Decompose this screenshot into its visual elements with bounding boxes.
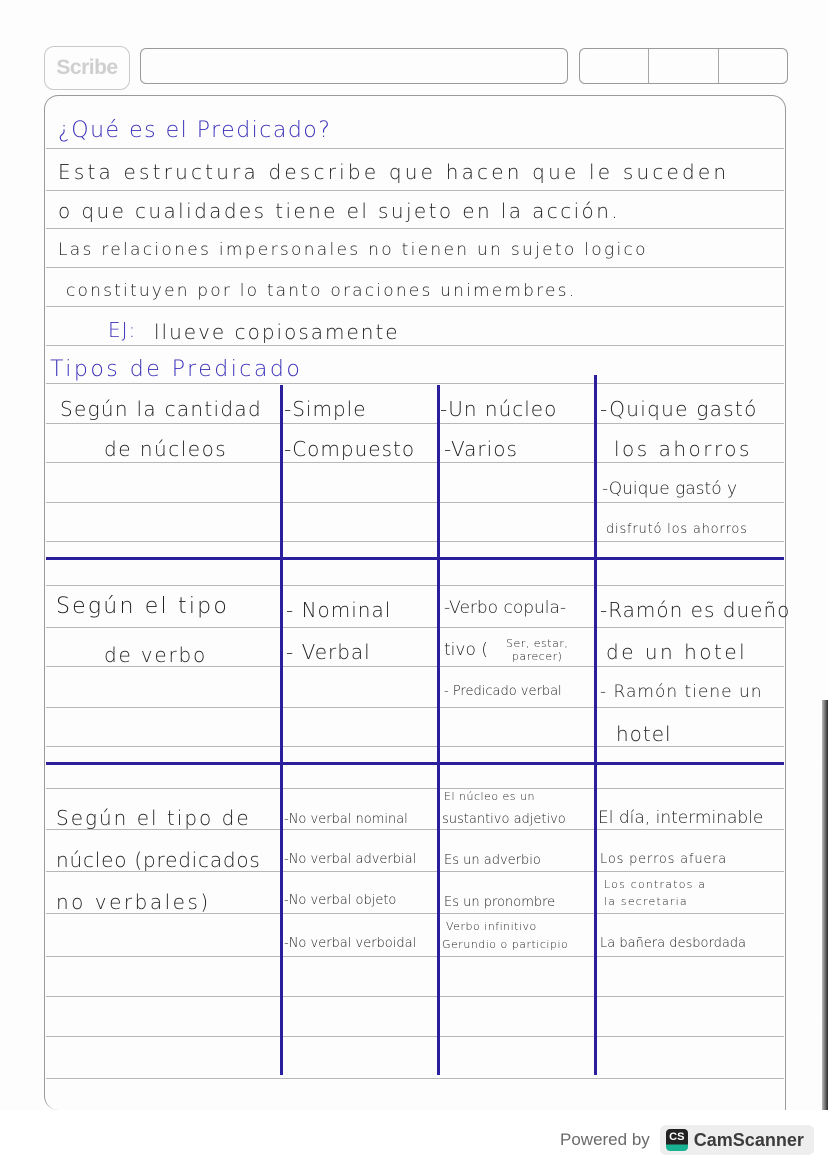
paragraph-line: constituyen por lo tanto oraciones unimembres. (66, 281, 577, 301)
scribe-logo (44, 46, 130, 90)
paragraph-line: Esta estructura describe que hacen que le suceden (58, 160, 730, 184)
paragraph-line: Las relaciones impersonales no tienen un sujeto logico (58, 240, 648, 260)
description-cell: parecer) (512, 650, 563, 663)
example-text: llueve copiosamente (154, 320, 400, 344)
example-cell: Los contratos a (604, 878, 707, 891)
description-cell: -Varios (444, 437, 518, 461)
example-cell: Los perros afuera (600, 852, 728, 867)
date-day-cell (580, 49, 649, 83)
example-cell: El día, interminable (598, 808, 764, 828)
type-cell: -No verbal nominal (284, 812, 408, 827)
camscanner-brand-name: CamScanner (693, 1129, 804, 1150)
powered-by-label: Powered by (560, 1130, 650, 1149)
example-cell: La bañera desbordada (600, 936, 747, 951)
example-cell: disfrutó los ahorros (606, 522, 748, 537)
criterion-cell: de núcleos (104, 437, 228, 461)
example-cell: -Quique gastó (600, 397, 758, 421)
camscanner-watermark (560, 1122, 814, 1158)
table-row-divider (46, 762, 784, 765)
section-title: Tipos de Predicado (50, 357, 303, 382)
date-month-cell (649, 49, 718, 83)
description-cell: -Verbo copula- (444, 598, 567, 618)
example-label: EJ: (108, 318, 137, 342)
type-cell: -No verbal adverbial (284, 852, 417, 867)
description-cell: El núcleo es un (444, 790, 535, 803)
criterion-cell: Según el tipo de (56, 806, 251, 830)
criterion-cell: núcleo (predicados (56, 848, 261, 872)
notebook-date-field (579, 48, 788, 84)
type-cell: -Simple (284, 397, 367, 421)
type-cell: -Compuesto (284, 437, 416, 461)
table-column-divider (437, 385, 440, 1075)
paragraph-line: o que cualidades tiene el sujeto en la acción. (58, 199, 621, 223)
description-cell: Ser, estar, (506, 637, 569, 650)
example-cell: -Quique gastó y (602, 479, 738, 499)
criterion-cell: Según la cantidad (60, 397, 262, 421)
example-cell: - Ramón tiene un (600, 682, 763, 702)
example-cell: la secretaria (604, 895, 688, 908)
table-column-divider (594, 375, 597, 1075)
description-cell: tivo ( (444, 640, 488, 660)
description-cell: Gerundio o participio (442, 938, 569, 951)
type-cell: - Verbal (286, 640, 371, 664)
description-cell: sustantivo adjetivo (442, 812, 566, 827)
logo-text: Scribe (56, 56, 118, 79)
example-cell: los ahorros (614, 437, 752, 461)
camscanner-badge (660, 1125, 814, 1155)
type-cell: -No verbal verboidal (284, 936, 417, 951)
criterion-cell: de verbo (104, 643, 208, 667)
criterion-cell: no verbales) (56, 890, 211, 914)
type-cell: - Nominal (286, 598, 392, 622)
table-column-divider (280, 385, 283, 1075)
table-row-divider (46, 557, 784, 560)
camscanner-logo-icon: CS (666, 1129, 688, 1151)
description-cell: -Un núcleo (440, 397, 558, 421)
criterion-cell: Según el tipo (56, 594, 229, 619)
example-cell: hotel (616, 722, 672, 746)
example-cell: -Ramón es dueño (600, 598, 791, 622)
description-cell: Verbo infinitivo (446, 920, 537, 933)
date-year-cell (719, 49, 787, 83)
description-cell: Es un adverbio (444, 853, 541, 868)
description-cell: Es un pronombre (444, 895, 556, 910)
page-title: ¿Qué es el Predicado? (58, 118, 332, 143)
page-edge-shadow (822, 700, 828, 1110)
description-cell: - Predicado verbal (444, 684, 562, 699)
notebook-title-field (140, 48, 568, 84)
example-cell: de un hotel (606, 640, 748, 664)
type-cell: -No verbal objeto (284, 893, 397, 908)
